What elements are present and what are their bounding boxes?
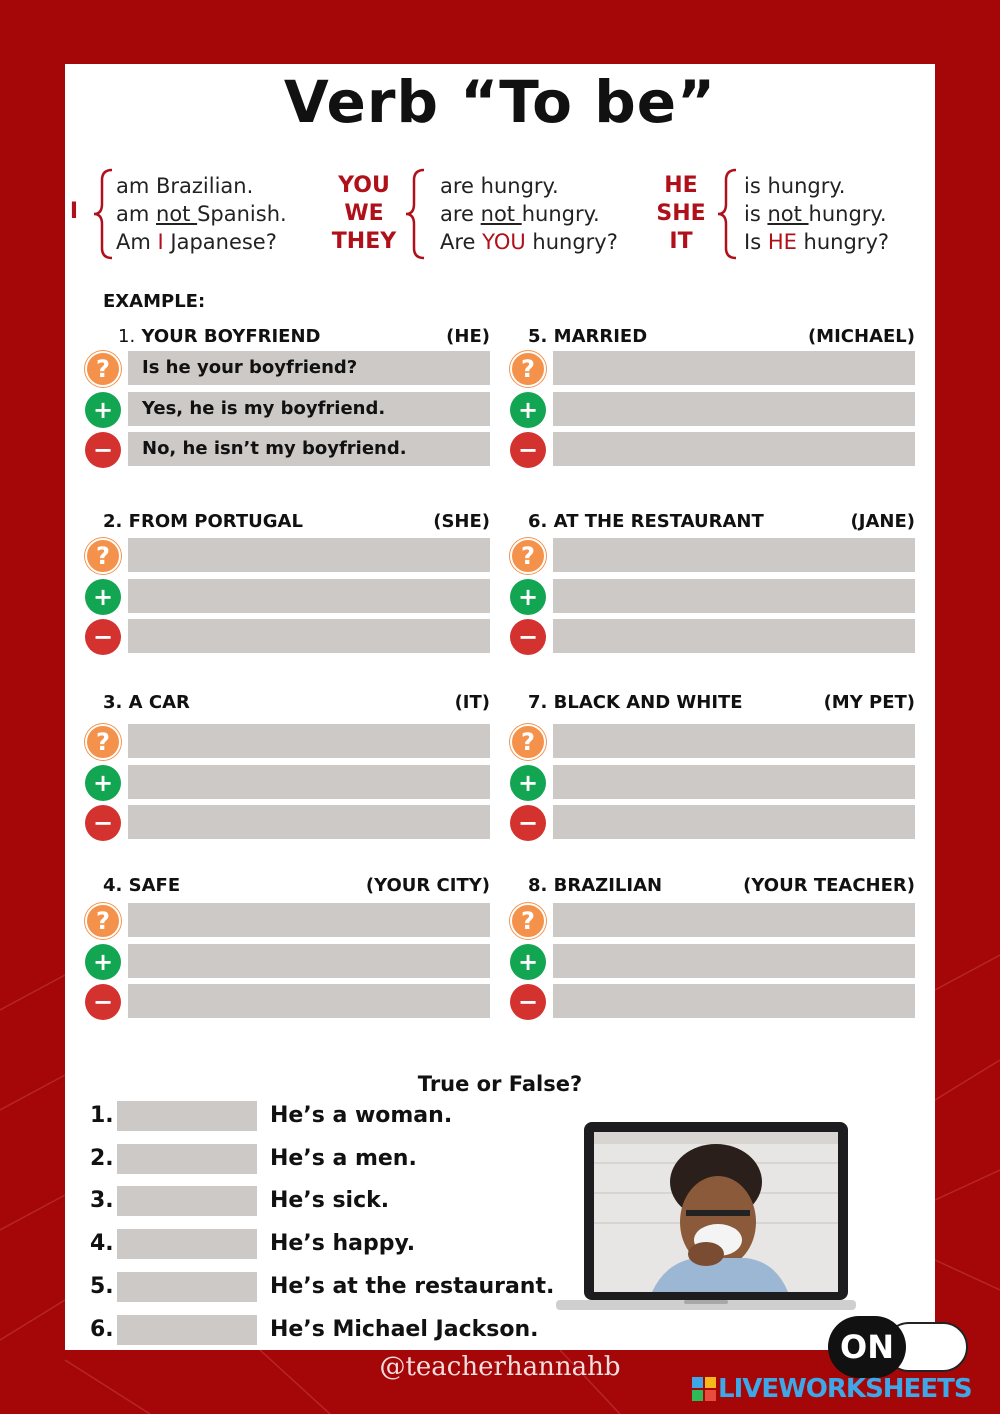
exercise-prompt: BRAZILIAN bbox=[553, 875, 663, 896]
exercise-number: 3. bbox=[103, 692, 123, 713]
exercise-prompt: FROM PORTUGAL bbox=[128, 511, 303, 532]
statement-text: He’s happy. bbox=[270, 1231, 416, 1256]
affirmative-answer-field[interactable] bbox=[553, 579, 915, 613]
plus-icon: + bbox=[510, 765, 546, 801]
plus-icon: + bbox=[510, 579, 546, 615]
question-icon: ? bbox=[85, 724, 121, 760]
exercise-subject: (HE) bbox=[446, 326, 490, 347]
statement-text: He’s Michael Jackson. bbox=[270, 1317, 539, 1342]
affirmative-form: is hungry. bbox=[744, 174, 846, 198]
negative-answer-field[interactable] bbox=[553, 805, 915, 839]
negative-answer-field[interactable] bbox=[553, 619, 915, 653]
question-form: Am I Japanese? bbox=[116, 230, 277, 254]
exercise-title bbox=[118, 326, 320, 347]
item-number: 3. bbox=[90, 1188, 114, 1213]
brace-icon bbox=[404, 168, 426, 260]
affirmative-answer-field[interactable] bbox=[128, 944, 490, 978]
exercise-title bbox=[528, 326, 647, 347]
exercise-prompt: SAFE bbox=[128, 875, 181, 896]
on-toggle[interactable] bbox=[828, 1316, 970, 1378]
true-false-answer-field[interactable] bbox=[117, 1272, 257, 1302]
question-answer-field[interactable] bbox=[128, 538, 490, 572]
page-title: Verb “To be” bbox=[283, 68, 717, 136]
affirmative-form: are hungry. bbox=[440, 174, 559, 198]
item-number: 2. bbox=[90, 1146, 114, 1171]
brace-icon bbox=[92, 168, 114, 260]
plus-icon: + bbox=[85, 765, 121, 801]
exercise-subject: (IT) bbox=[454, 692, 490, 713]
plus-icon: + bbox=[85, 392, 121, 428]
minus-icon: − bbox=[510, 984, 546, 1020]
exercise-prompt: BLACK AND WHITE bbox=[553, 692, 743, 713]
negative-answer-field[interactable] bbox=[128, 984, 490, 1018]
forms-he bbox=[744, 172, 889, 256]
question-icon: ? bbox=[510, 903, 546, 939]
exercise-prompt: A CAR bbox=[128, 692, 190, 713]
example-label: EXAMPLE: bbox=[103, 291, 206, 312]
affirmative-answer-field[interactable] bbox=[553, 392, 915, 426]
exercise-number: 7. bbox=[528, 692, 548, 713]
question-answer-field[interactable] bbox=[553, 538, 915, 572]
affirmative-form: am Brazilian. bbox=[116, 174, 254, 198]
exercise-number: 8. bbox=[528, 875, 548, 896]
question-answer-field[interactable] bbox=[553, 903, 915, 937]
exercise-subject: (SHE) bbox=[433, 511, 490, 532]
exercise-prompt: MARRIED bbox=[553, 326, 648, 347]
true-false-answer-field[interactable] bbox=[117, 1229, 257, 1259]
author-handle: @teacherhannahb bbox=[379, 1352, 621, 1382]
exercise-title bbox=[103, 875, 180, 896]
exercise-title bbox=[103, 511, 303, 532]
brace-icon bbox=[716, 168, 738, 260]
exercise-number: 2. bbox=[103, 511, 123, 532]
negative-answer-field[interactable]: No, he isn’t my boyfriend. bbox=[128, 432, 490, 466]
true-false-title: True or False? bbox=[417, 1072, 583, 1096]
toggle-knob-label: ON bbox=[828, 1316, 906, 1378]
laptop-photo bbox=[556, 1122, 856, 1312]
item-number: 6. bbox=[90, 1317, 114, 1342]
question-icon: ? bbox=[510, 724, 546, 760]
exercise-prompt: YOUR BOYFRIEND bbox=[141, 326, 321, 347]
minus-icon: − bbox=[85, 432, 121, 468]
statement-text: He’s sick. bbox=[270, 1188, 390, 1213]
minus-icon: − bbox=[85, 619, 121, 655]
exercise-number: 6. bbox=[528, 511, 548, 532]
true-false-answer-field[interactable] bbox=[117, 1315, 257, 1345]
question-form: Is HE hungry? bbox=[744, 230, 890, 254]
subject-i: I bbox=[69, 199, 79, 224]
item-number: 5. bbox=[90, 1274, 114, 1299]
affirmative-answer-field[interactable] bbox=[128, 765, 490, 799]
question-answer-field[interactable] bbox=[553, 351, 915, 385]
exercise-subject: (MY PET) bbox=[823, 692, 915, 713]
true-false-answer-field[interactable] bbox=[117, 1186, 257, 1216]
minus-icon: − bbox=[510, 619, 546, 655]
exercise-number: 5. bbox=[528, 326, 548, 347]
exercise-prompt: AT THE RESTAURANT bbox=[553, 511, 764, 532]
plus-icon: + bbox=[85, 579, 121, 615]
question-icon: ? bbox=[85, 351, 121, 387]
true-false-answer-field[interactable] bbox=[117, 1144, 257, 1174]
exercise-title bbox=[528, 692, 743, 713]
question-answer-field[interactable]: Is he your boyfriend? bbox=[128, 351, 490, 385]
affirmative-answer-field[interactable] bbox=[128, 579, 490, 613]
negative-answer-field[interactable] bbox=[553, 984, 915, 1018]
true-false-answer-field[interactable] bbox=[117, 1101, 257, 1131]
exercise-number: 4. bbox=[103, 875, 123, 896]
forms-you bbox=[440, 172, 618, 256]
exercise-title bbox=[528, 511, 764, 532]
minus-icon: − bbox=[85, 805, 121, 841]
question-icon: ? bbox=[510, 351, 546, 387]
statement-text: He’s a woman. bbox=[270, 1103, 453, 1128]
plus-icon: + bbox=[85, 944, 121, 980]
affirmative-answer-field[interactable] bbox=[553, 944, 915, 978]
exercise-title bbox=[103, 692, 190, 713]
question-answer-field[interactable] bbox=[128, 724, 490, 758]
forms-i bbox=[116, 172, 287, 256]
item-number: 4. bbox=[90, 1231, 114, 1256]
minus-icon: − bbox=[510, 432, 546, 468]
exercise-subject: (YOUR CITY) bbox=[365, 875, 490, 896]
question-form: Are YOU hungry? bbox=[440, 230, 618, 254]
exercise-subject: (JANE) bbox=[850, 511, 915, 532]
exercise-subject: (YOUR TEACHER) bbox=[743, 875, 915, 896]
question-answer-field[interactable] bbox=[553, 724, 915, 758]
negative-form: is not hungry. bbox=[744, 202, 887, 226]
subjects-plural: YOU WE THEY bbox=[331, 173, 397, 254]
statement-text: He’s at the restaurant. bbox=[270, 1274, 555, 1299]
question-answer-field[interactable] bbox=[128, 903, 490, 937]
subjects-third-person: HE SHE IT bbox=[656, 173, 706, 254]
minus-icon: − bbox=[85, 984, 121, 1020]
negative-form: are not hungry. bbox=[440, 202, 600, 226]
minus-icon: − bbox=[510, 805, 546, 841]
statement-text: He’s a men. bbox=[270, 1146, 417, 1171]
negative-form: am not Spanish. bbox=[116, 202, 287, 226]
affirmative-answer-field[interactable]: Yes, he is my boyfriend. bbox=[128, 392, 490, 426]
affirmative-answer-field[interactable] bbox=[553, 765, 915, 799]
question-icon: ? bbox=[85, 538, 121, 574]
question-icon: ? bbox=[85, 903, 121, 939]
plus-icon: + bbox=[510, 392, 546, 428]
exercise-number: 1. bbox=[118, 326, 136, 347]
liveworksheets-logo-icon bbox=[692, 1377, 716, 1401]
negative-answer-field[interactable] bbox=[553, 432, 915, 466]
item-number: 1. bbox=[90, 1103, 114, 1128]
liveworksheets-wordmark: LIVEWORKSHEETS bbox=[718, 1374, 972, 1404]
negative-answer-field[interactable] bbox=[128, 805, 490, 839]
plus-icon: + bbox=[510, 944, 546, 980]
question-icon: ? bbox=[510, 538, 546, 574]
exercise-subject: (MICHAEL) bbox=[807, 326, 915, 347]
exercise-title bbox=[528, 875, 662, 896]
negative-answer-field[interactable] bbox=[128, 619, 490, 653]
